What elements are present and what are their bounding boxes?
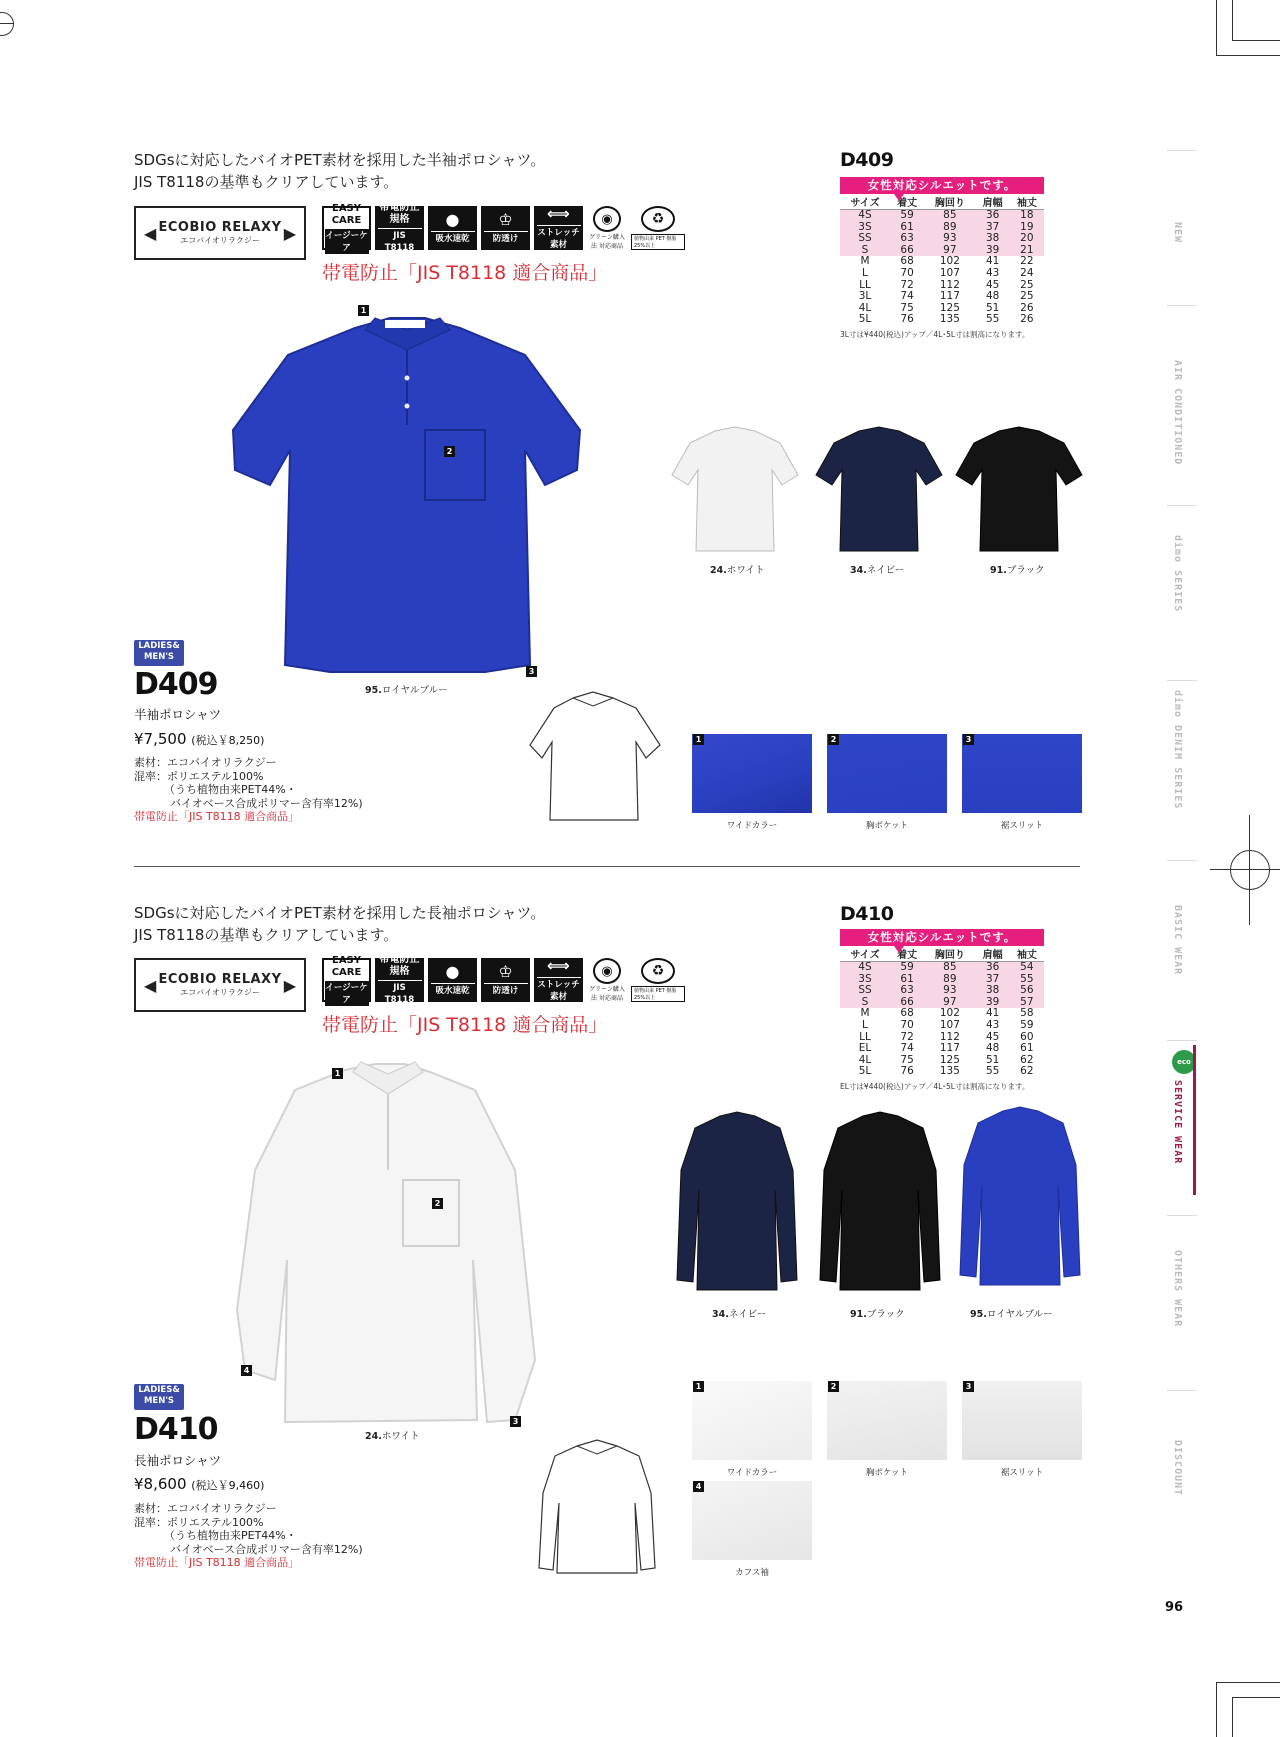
detail-photo [827, 1381, 947, 1460]
crop-mark [1249, 815, 1250, 925]
product-code-large: D410 [134, 1412, 218, 1447]
section-divider [134, 866, 1080, 867]
crop-mark [1216, 55, 1280, 56]
detail-marker: 3 [510, 1416, 521, 1427]
size-band: 女性対応シルエットです。 [840, 929, 1044, 946]
arrow-right-icon: ▶ [283, 976, 296, 995]
antistatic-icon: 帯電防止 規格 JIS T8118 [375, 206, 424, 250]
logo-subtitle: エコバイオリラクジー [180, 236, 260, 245]
sidebar-divider [1167, 680, 1197, 681]
detail-marker: 1 [332, 1068, 343, 1079]
sidebar-item-dimo-denim-series[interactable]: dimo DENIM SERIES [1172, 690, 1183, 810]
color-caption: 91.ブラック [990, 565, 1045, 576]
color-caption: 34.ネイビー [850, 565, 905, 576]
color-variant-photo [958, 1105, 1083, 1295]
product-spec: 素材：エコバイオリラクジー 混率：ポリエステル100% （うち植物由来PET44%・ バイオベース合成ポリマー含有率12%) 帯電防止「JIS T8118 適合商品」 [134, 756, 363, 823]
sidebar-divider [1167, 1215, 1197, 1216]
detail-marker: 2 [828, 734, 839, 745]
detail-marker: 1 [693, 734, 704, 745]
product-price: ¥8,600 (税込￥9,460) [134, 1475, 265, 1493]
sidebar-divider [1167, 150, 1197, 151]
size-row: M 68 102 41 58 [860, 1007, 1034, 1020]
color-variant-photo [675, 1110, 800, 1300]
detail-photo [962, 734, 1082, 813]
crop-mark [1216, 1682, 1217, 1737]
sidebar-divider [1167, 305, 1197, 306]
size-table [840, 929, 1044, 1092]
antistatic-headline: 帯電防止「JIS T8118 適合商品」 [322, 1014, 608, 1036]
ladies-mens-badge: LADIES& MEN'S [134, 1384, 184, 1410]
crop-mark [1210, 869, 1280, 870]
no-see-through-icon: ♔ 防透け [481, 958, 530, 1002]
crop-mark [1216, 1682, 1280, 1683]
size-row: M 68 102 41 22 [860, 255, 1034, 268]
detail-marker: 1 [693, 1381, 704, 1392]
product-spec: 素材：エコバイオリラクジー 混率：ポリエステル100% （うち植物由来PET44%・ バイオベース合成ポリマー含有率12%) 帯電防止「JIS T8118 適合商品」 [134, 1502, 363, 1569]
intro-line: JIS T8118の基準もクリアしています。 [134, 173, 399, 191]
detail-photo [962, 1381, 1082, 1460]
color-caption: 24.ホワイト [710, 565, 765, 576]
product-code-large: D409 [134, 667, 218, 702]
back-view-drawing [528, 690, 663, 825]
intro-line: SDGsに対応したバイオPET素材を採用した長袖ポロシャツ。 [134, 904, 546, 922]
stretch-icon: ⟺ ストレッチ素材 [534, 958, 583, 1002]
sidebar-item-air-conditioned[interactable]: AIR CONDITIONED [1172, 360, 1183, 466]
crop-mark [1216, 0, 1217, 55]
easy-care-icon: EASY CARE イージーケア [322, 958, 371, 1002]
sidebar-item-new[interactable]: NEW [1172, 222, 1183, 244]
logo-title: ECOBIO RELAXY [158, 220, 282, 235]
feature-icons [322, 954, 685, 1005]
sidebar-item-discount[interactable]: DISCOUNT [1172, 1440, 1183, 1497]
detail-marker: 2 [444, 446, 455, 457]
detail-marker: 2 [828, 1381, 839, 1392]
quick-dry-icon: ● 吸水速乾 [428, 958, 477, 1002]
arrow-left-icon: ◀ [144, 976, 157, 995]
size-row: 3S 61 89 37 19 [840, 222, 1044, 234]
main-product-photo [225, 310, 590, 680]
crop-mark [1232, 1697, 1280, 1698]
detail-marker: 2 [432, 1198, 443, 1209]
page-number: 96 [1165, 1600, 1184, 1615]
size-row: L 70 107 43 24 [862, 266, 1034, 279]
product-name: 半袖ポロシャツ [134, 707, 222, 722]
size-row: 4S 59 85 36 54 [840, 962, 1044, 974]
green-purchase-icon: ◉ グリーン購入法 対応商品 [587, 206, 627, 250]
size-row: EL 74 117 48 61 [858, 1042, 1034, 1055]
size-row: 5L 76 135 55 62 [858, 1065, 1034, 1078]
product-code: D410 [840, 903, 894, 925]
ecobio-relaxy-logo [134, 206, 306, 260]
product-code: D409 [840, 149, 894, 171]
detail-photo [692, 1381, 812, 1460]
antistatic-icon: 帯電防止 規格 JIS T8118 [375, 958, 424, 1002]
green-purchase-icon: ◉ グリーン購入法 対応商品 [587, 958, 627, 1002]
arrow-left-icon: ◀ [144, 224, 157, 243]
detail-marker: 3 [963, 1381, 974, 1392]
size-row: LL 72 112 45 25 [859, 278, 1034, 291]
detail-photo [692, 734, 812, 813]
intro-line: SDGsに対応したバイオPET素材を採用した半袖ポロシャツ。 [134, 151, 546, 169]
size-row: 4L 75 125 51 26 [858, 301, 1034, 314]
size-row: LL 72 112 45 60 [859, 1030, 1034, 1043]
detail-marker: 4 [693, 1481, 704, 1492]
size-row: 4S 59 85 36 18 [840, 210, 1044, 222]
size-table [840, 177, 1044, 340]
size-row: SS 63 93 38 20 [840, 233, 1044, 245]
logo-subtitle: エコバイオリラクジー [180, 988, 260, 997]
main-color-caption: 24.ホワイト [365, 1431, 420, 1442]
back-view-drawing [535, 1438, 660, 1578]
intro-line: JIS T8118の基準もクリアしています。 [134, 926, 399, 944]
detail-caption: 裾スリット [1000, 821, 1044, 831]
product-intro [134, 902, 545, 946]
no-see-through-icon: ♔ 防透け [481, 206, 530, 250]
size-row: 5L 76 135 55 26 [858, 313, 1034, 326]
sidebar-divider [1167, 1390, 1197, 1391]
registration-mark [0, 12, 14, 36]
color-variant-photo [954, 425, 1084, 555]
active-indicator [1193, 1045, 1196, 1195]
size-row: S 66 97 39 57 [840, 997, 1044, 1009]
stretch-icon: ⟺ ストレッチ素材 [534, 206, 583, 250]
sidebar-item-others-wear[interactable]: OTHERS WEAR [1172, 1250, 1183, 1328]
size-row: SS 63 93 38 56 [840, 985, 1044, 997]
ecobio-relaxy-logo [134, 958, 306, 1012]
main-color-caption: 95.ロイヤルブルー [365, 685, 448, 696]
color-caption: 95.ロイヤルブルー [970, 1309, 1053, 1320]
sidebar-item-service-wear[interactable]: SERVICE WEAR [1172, 1080, 1183, 1165]
product-price: ¥7,500 (税込￥8,250) [134, 730, 265, 748]
detail-marker: 3 [963, 734, 974, 745]
detail-photo [692, 1481, 812, 1560]
antistatic-note: 帯電防止「JIS T8118 適合商品」 [134, 810, 300, 823]
color-variant-photo [670, 425, 800, 555]
detail-caption: カフス袖 [735, 1568, 769, 1578]
detail-caption: 裾スリット [1000, 1468, 1044, 1478]
sidebar-divider [1167, 505, 1197, 506]
color-caption: 91.ブラック [850, 1309, 905, 1320]
detail-marker: 1 [358, 305, 369, 316]
easy-care-icon: EASY CARE イージーケア [322, 206, 371, 250]
detail-caption: ワイドカラー [726, 1468, 778, 1478]
detail-photo [827, 734, 947, 813]
product-intro [134, 149, 545, 193]
size-row: 4L 75 125 51 62 [858, 1053, 1034, 1066]
product-name: 長袖ポロシャツ [134, 1453, 222, 1468]
antistatic-note: 帯電防止「JIS T8118 適合商品」 [134, 1556, 300, 1569]
color-variant-photo [818, 1110, 943, 1300]
sidebar-divider [1167, 860, 1197, 861]
main-product-photo [225, 1060, 545, 1430]
bio-pet-icon: ♻ 植物由来 PET 樹脂25%以上 [631, 206, 685, 250]
size-row: 3L 74 117 48 25 [858, 290, 1034, 303]
size-header-row: サイズ 着丈 胸回り 肩幅 袖丈 [840, 946, 1044, 962]
color-caption: 34.ネイビー [712, 1309, 767, 1320]
quick-dry-icon: ● 吸水速乾 [428, 206, 477, 250]
registration-mark [1230, 850, 1270, 890]
size-row: S 66 97 39 21 [840, 245, 1044, 257]
sidebar-item-dimo-series[interactable]: dimo SERIES [1172, 535, 1183, 613]
crop-mark [1232, 40, 1280, 41]
size-row: L 70 107 43 59 [862, 1018, 1034, 1031]
size-note: 3L寸は¥440(税込)アップ／4L･5L寸は割高になります。 [840, 329, 1030, 339]
detail-caption: ワイドカラー [726, 821, 778, 831]
detail-caption: 胸ポケット [865, 821, 909, 831]
crop-mark [1232, 1697, 1233, 1737]
arrow-right-icon: ▶ [283, 224, 296, 243]
crop-mark [0, 23, 14, 24]
color-variant-photo [814, 425, 944, 555]
feature-icons [322, 202, 685, 253]
size-note: EL寸は¥440(税込)アップ／4L･5L寸は割高になります。 [840, 1081, 1030, 1091]
bio-pet-icon: ♻ 植物由来 PET 樹脂25%以上 [631, 958, 685, 1002]
crop-mark [1232, 0, 1233, 40]
ladies-mens-badge: LADIES& MEN'S [134, 640, 184, 666]
eco-badge-icon: eco [1172, 1050, 1196, 1074]
antistatic-headline: 帯電防止「JIS T8118 適合商品」 [322, 262, 608, 284]
size-band: 女性対応シルエットです。 [840, 177, 1044, 194]
detail-caption: 胸ポケット [865, 1468, 909, 1478]
sidebar-divider [1167, 1040, 1197, 1041]
logo-title: ECOBIO RELAXY [158, 972, 282, 987]
sidebar-item-basic-wear[interactable]: BASIC WEAR [1172, 905, 1183, 976]
detail-marker: 4 [241, 1365, 252, 1376]
size-row: 3S 61 89 37 55 [840, 974, 1044, 986]
detail-marker: 3 [526, 666, 537, 677]
size-header-row: サイズ 着丈 胸回り 肩幅 袖丈 [840, 194, 1044, 210]
